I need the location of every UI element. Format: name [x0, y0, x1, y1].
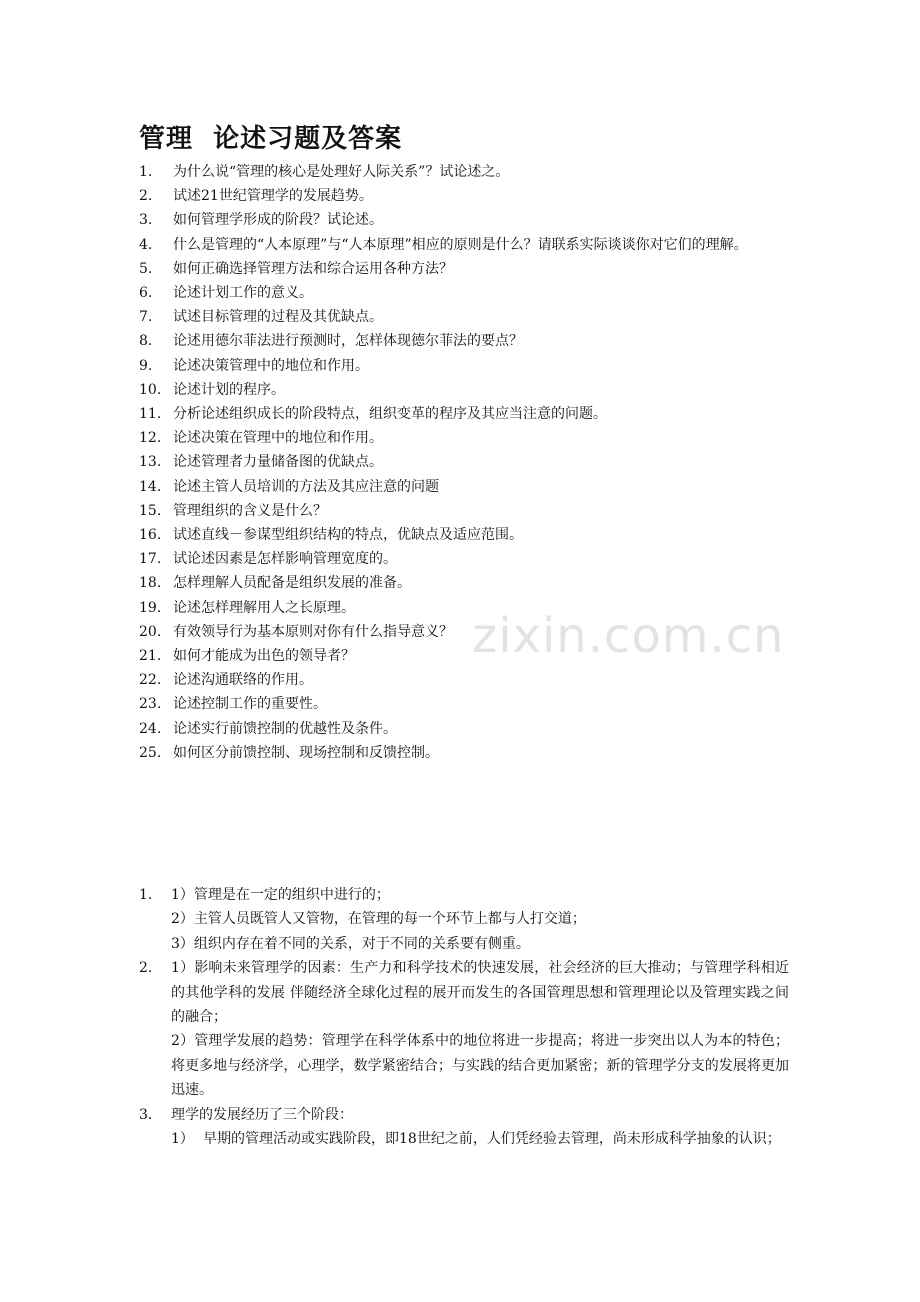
answer-list: [139, 883, 789, 1151]
answer-paragraph: 1）影响未来管理学的因素：生产力和科学技术的快速发展，社会经济的巨大推动；与管理学科相近的其他学科的发展 伴随经济全球化过程的展开而发生的各国管理思想和管理理论以及管理实践之间的融合；: [171, 960, 789, 1026]
question-text: 论述实行前馈控制的优越性及条件。: [173, 720, 397, 737]
question-item: [139, 668, 789, 692]
question-text: 为什么说“管理的核心是处理好人际关系”？试论述之。: [173, 164, 510, 180]
question-text: 论述计划工作的意义。: [173, 285, 313, 302]
question-item: [139, 475, 789, 499]
question-text: 论述用德尔菲法进行预测时，怎样体现德尔菲法的要点？: [173, 333, 523, 350]
answer-paragraph: 1）管理是在一定的组织中进行的；: [171, 887, 390, 903]
question-item: [139, 717, 789, 741]
question-item: [139, 692, 789, 716]
question-text: 论述决策管理中的地位和作用。: [173, 357, 369, 374]
question-item: [139, 426, 789, 450]
question-text: 论述控制工作的重要性。: [173, 696, 327, 713]
answer-item: [139, 956, 789, 1102]
question-text: 有效领导行为基本原则对你有什么指导意义？: [173, 623, 453, 640]
question-number: 18.: [139, 575, 162, 592]
question-item: [139, 281, 789, 305]
question-number: 4.: [139, 236, 153, 253]
question-text: 如何才能成为出色的领导者？: [173, 648, 355, 665]
question-text: 论述主管人员培训的方法及其应注意的问题: [173, 478, 439, 495]
question-item: [139, 402, 789, 426]
question-item: [139, 547, 789, 571]
question-number: 20.: [139, 623, 162, 640]
question-number: 16.: [139, 527, 162, 544]
question-number: 14.: [139, 478, 162, 495]
answer-body: [171, 956, 789, 1102]
answer-paragraph: 3）组织内存在着不同的关系，对于不同的关系要有侧重。: [171, 935, 530, 952]
question-item: [139, 523, 789, 547]
question-item: [139, 741, 789, 765]
question-text: 如何区分前馈控制、现场控制和反馈控制。: [173, 744, 439, 761]
answer-number: 2．: [139, 960, 162, 977]
question-item: [139, 208, 789, 232]
question-item: [139, 160, 789, 184]
answer-number: 3．: [139, 1106, 162, 1123]
question-text: 论述决策在管理中的地位和作用。: [173, 430, 383, 447]
question-item: [139, 233, 789, 257]
question-number: 22.: [139, 672, 162, 689]
answer-subitem-text: 早期的管理活动或实践阶段，即18世纪之前，人们凭经验去管理，尚未形成科学抽象的认识；: [203, 1131, 781, 1148]
question-number: 9.: [139, 357, 153, 374]
question-number: 23.: [139, 696, 162, 713]
answer-paragraph: 2）管理学发展的趋势：管理学在科学体系中的地位将进一步提高；将进一步突出以人为本的特色；将更多地与经济学，心理学，数学紧密结合；与实践的结合更加紧密；新的管理学分支的发展将更加迅速。: [171, 1033, 789, 1099]
question-item: [139, 329, 789, 353]
question-item: [139, 305, 789, 329]
question-number: 25.: [139, 744, 162, 761]
question-text: 试论述因素是怎样影响管理宽度的。: [173, 551, 397, 568]
question-number: 21.: [139, 648, 162, 665]
question-text: 论述沟通联络的作用。: [173, 672, 313, 689]
question-number: 10.: [139, 381, 162, 398]
answer-number: 1．: [139, 887, 162, 903]
question-item: [139, 378, 789, 402]
question-number: 3.: [139, 212, 153, 229]
question-number: 19.: [139, 599, 162, 616]
question-text: 管理组织的含义是什么？: [173, 502, 327, 519]
question-text: 试述直线－参谋型组织结构的特点，优缺点及适应范围。: [173, 527, 523, 544]
question-item: [139, 257, 789, 281]
question-text: 论述计划的程序。: [173, 381, 285, 398]
page-title: 管理 论述习题及答案: [139, 124, 403, 154]
watermark: zixin.com.cn: [472, 608, 785, 664]
question-number: 8.: [139, 333, 153, 350]
question-number: 24.: [139, 720, 162, 737]
question-item: [139, 184, 789, 208]
question-number: 7.: [139, 309, 153, 326]
question-number: 13.: [139, 454, 162, 471]
answer-paragraph: 2）主管人员既管人又管物，在管理的每一个环节上都与人打交道；: [171, 911, 586, 928]
question-number: 5.: [139, 260, 153, 277]
answer-subitem: [171, 1127, 789, 1151]
question-number: 15.: [139, 502, 162, 519]
question-item: [139, 499, 789, 523]
question-text: 试述目标管理的过程及其优缺点。: [173, 309, 383, 326]
answer-body: [171, 883, 789, 956]
question-text: 如何正确选择管理方法和综合运用各种方法？: [173, 260, 453, 277]
answer-body: [171, 1103, 789, 1152]
question-text: 分析论述组织成长的阶段特点，组织变革的程序及其应当注意的问题。: [173, 406, 607, 423]
question-list: [139, 160, 789, 765]
question-number: 11.: [139, 406, 162, 423]
answer-item: [139, 883, 789, 956]
question-item: [139, 571, 789, 595]
question-number: 17.: [139, 551, 162, 568]
answer-item: [139, 1103, 789, 1152]
answer-paragraph: 理学的发展经历了三个阶段：: [171, 1106, 353, 1123]
question-text: 怎样理解人员配备是组织发展的准备。: [173, 575, 411, 592]
question-text: 什么是管理的“人本原理”与“人本原理”相应的原则是什么？请联系实际谈谈你对它们的理解。: [173, 236, 748, 253]
question-item: [139, 354, 789, 378]
question-text: 论述怎样理解用人之长原理。: [173, 599, 355, 616]
question-number: 6.: [139, 285, 153, 302]
question-text: 试述21世纪管理学的发展趋势。: [173, 188, 373, 205]
question-item: [139, 450, 789, 474]
question-number: 1.: [139, 164, 153, 180]
answer-subitem-number: 1）: [171, 1131, 194, 1148]
question-text: 论述管理者力量储备图的优缺点。: [173, 454, 383, 471]
question-number: 2.: [139, 188, 153, 205]
question-text: 如何管理学形成的阶段？试论述。: [173, 212, 383, 229]
question-number: 12.: [139, 430, 162, 447]
